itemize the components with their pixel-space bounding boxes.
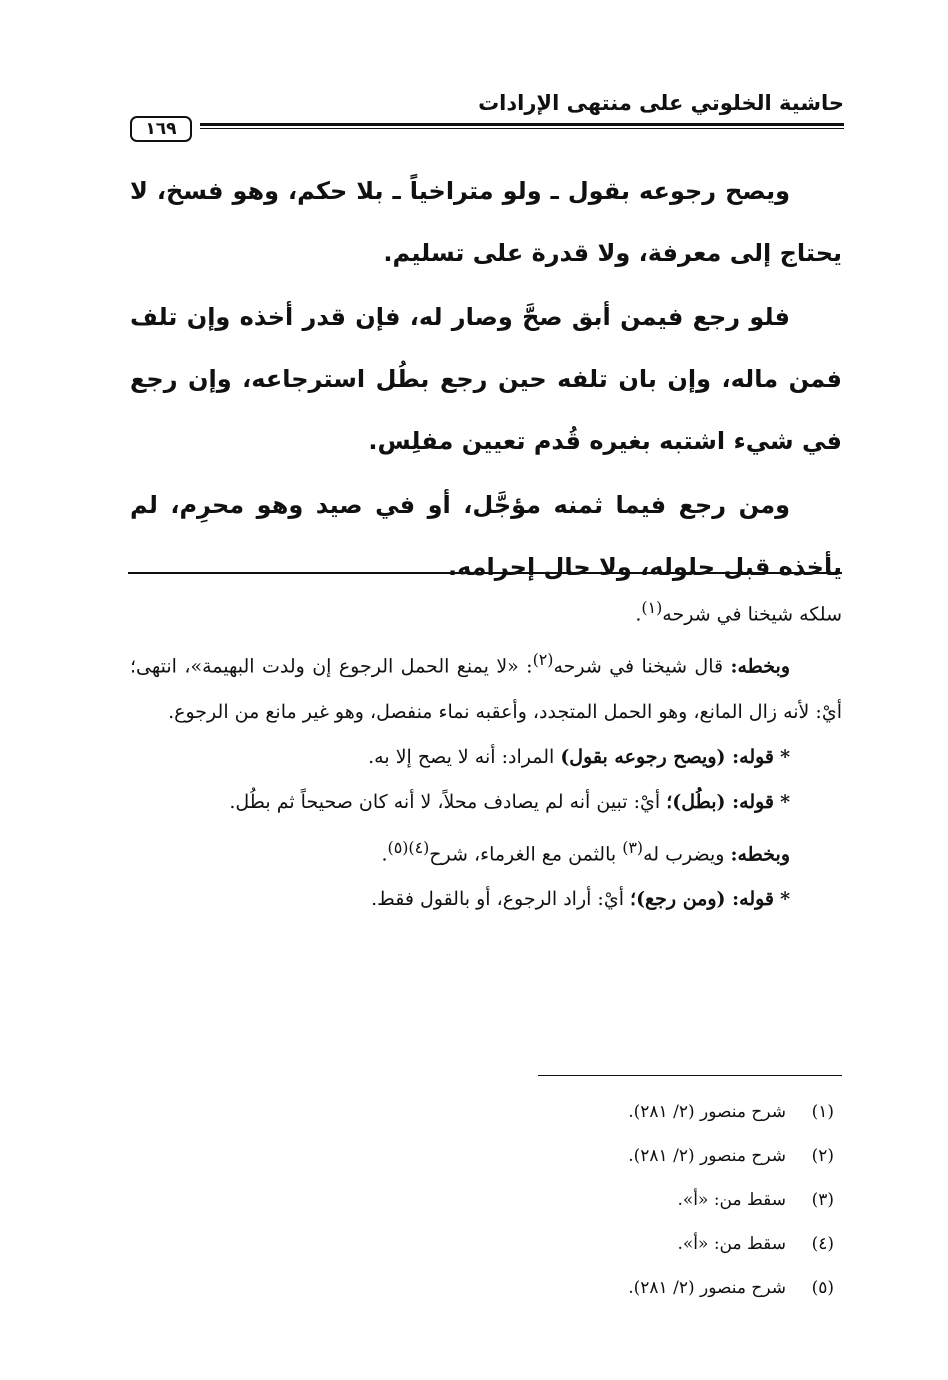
main-paragraph-2: فلو رجع فيمن أبق صحَّ وصار له، فإن قدر أخذه وإن تلف فمن ماله، وإن بان تلفه حين رجع بطُل استرجاعه، وإن رجع في شيء اشتبه بغيره قُدم تعيين مفلِس.	[130, 303, 842, 455]
page-header	[130, 88, 844, 140]
footnote-2: (٢)شرح منصور (٢/ ٢٨١).	[628, 1146, 834, 1166]
main-text	[130, 160, 842, 600]
footnote-ref[interactable]: (٢)	[532, 650, 554, 670]
main-paragraph-1: ويصح رجوعه بقول ـ ولو متراخياً ـ بلا حكم، وهو فسخ، لا يحتاج إلى معرفة، ولا قدرة على تسليم.	[130, 177, 842, 267]
bullet-marker: *	[780, 745, 790, 768]
commentary-line-6: * قوله: (ومن رجع)؛ أيْ: أراد الرجوع، أو بالقول فقط.	[371, 887, 790, 910]
footnote-ref[interactable]: (١)	[641, 598, 663, 617]
commentary-line-2: وبخطه: قال شيخنا في شرحه$^{(٢)}$: «لا يمنع الحمل الرجوع إن ولدت البهيمة»، انتهى؛ أيْ: لأنه زال المانع، وهو الحمل المتجدد، وأعقبه نماء منفصل، وهو غير مانع من الرجوع.	[130, 650, 842, 723]
footnotes	[430, 1090, 834, 1310]
footnote-1: (١)شرح منصور (٢/ ٢٨١).	[628, 1102, 834, 1122]
footnote-ref[interactable]: (٤)(٥)	[387, 837, 430, 857]
commentary-line-1: سلكه شيخنا في شرحه$^{(١)}$.	[635, 598, 842, 626]
footnote-4: (٤)سقط من: «أ».	[677, 1234, 834, 1254]
footnote-5: (٥)شرح منصور (٢/ ٢٨١).	[628, 1278, 834, 1298]
footnote-divider	[538, 1075, 842, 1076]
commentary-line-5: وبخطه: ويضرب له$^{(٣)}$ بالثمن مع الغرماء، شرح$^{(٤)(٥)}$.	[381, 837, 790, 865]
header-rule	[200, 123, 844, 129]
running-title: حاشية الخلوتي على منتهى الإرادات	[478, 91, 844, 115]
commentary-line-4: * قوله: (بطُل)؛ أيْ: تبين أنه لم يصادف محلاً، لا أنه كان صحيحاً ثم بطُل.	[229, 790, 790, 813]
commentary-line-3: * قوله: (ويصح رجوعه بقول) المراد: أنه لا يصح إلا به.	[368, 745, 790, 768]
bullet-marker: *	[780, 887, 790, 910]
footnote-3: (٣)سقط من: «أ».	[677, 1190, 834, 1210]
commentary	[130, 585, 842, 922]
section-divider	[128, 572, 842, 574]
page-number: ١٦٩	[130, 116, 192, 142]
bullet-marker: *	[780, 790, 790, 813]
footnote-ref[interactable]: (٣)	[622, 837, 644, 857]
main-paragraph-3: ومن رجع فيما ثمنه مؤجَّل، أو في صيد وهو محرِم، لم يأخذه قبل حلوله، ولا حال إحرامه.	[130, 491, 842, 581]
